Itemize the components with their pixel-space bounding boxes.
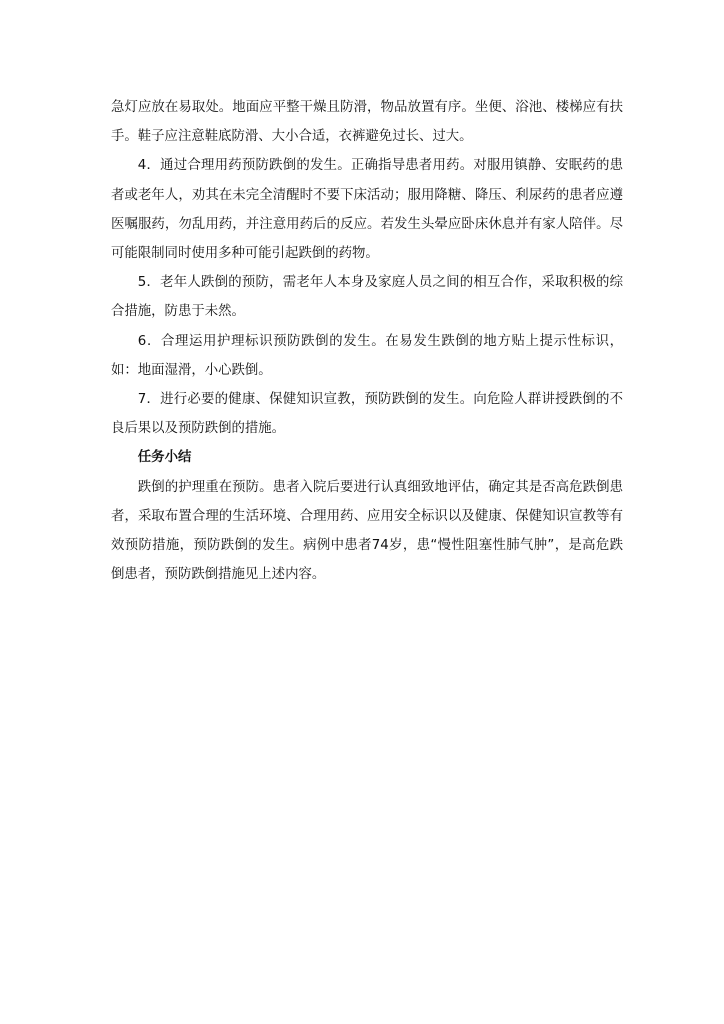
summary-heading: 任务小结 [137, 450, 192, 466]
paragraph-continuation: 急灯应放在易取处。地面应平整干燥且防滑，物品放置有序。坐便、浴池、楼梯应有扶手。鞋子应注意鞋底防滑、大小合适，衣裤避免过长、过大。 [111, 100, 623, 145]
summary-paragraph: 跌倒的护理重在预防。患者入院后要进行认真细致地评估，确定其是否高危跌倒患者，采取布置合理的生活环境、合理用药、应用安全标识以及健康、保健知识宣教等有效预防措施，预防跌倒的发生。病例中患者74岁，患“慢性阻塞性肺气肿”，是高危跌倒患者，预防跌倒措施见上述内容。 [111, 479, 623, 583]
document-page [111, 93, 623, 589]
paragraph-item-4: 4．通过合理用药预防跌倒的发生。正确指导患者用药。对服用镇静、安眠药的患者或老年人，劝其在未完全清醒时不要下床活动；服用降糖、降压、利尿药的患者应遵医嘱服药，勿乱用药，并注意用药后的反应。若发生头晕应卧床休息并有家人陪伴。尽可能限制同时使用多种可能引起跌倒的药物。 [111, 158, 623, 262]
paragraph-item-6: 6．合理运用护理标识预防跌倒的发生。在易发生跌倒的地方贴上提示性标识，如：地面湿滑，小心跌倒。 [111, 333, 623, 378]
paragraph-item-5: 5．老年人跌倒的预防，需老年人本身及家庭人员之间的相互合作，采取积极的综合措施，防患于未然。 [111, 275, 623, 320]
paragraph-item-7: 7．进行必要的健康、保健知识宣教，预防跌倒的发生。向危险人群讲授跌倒的不良后果以及预防跌倒的措施。 [111, 392, 623, 437]
